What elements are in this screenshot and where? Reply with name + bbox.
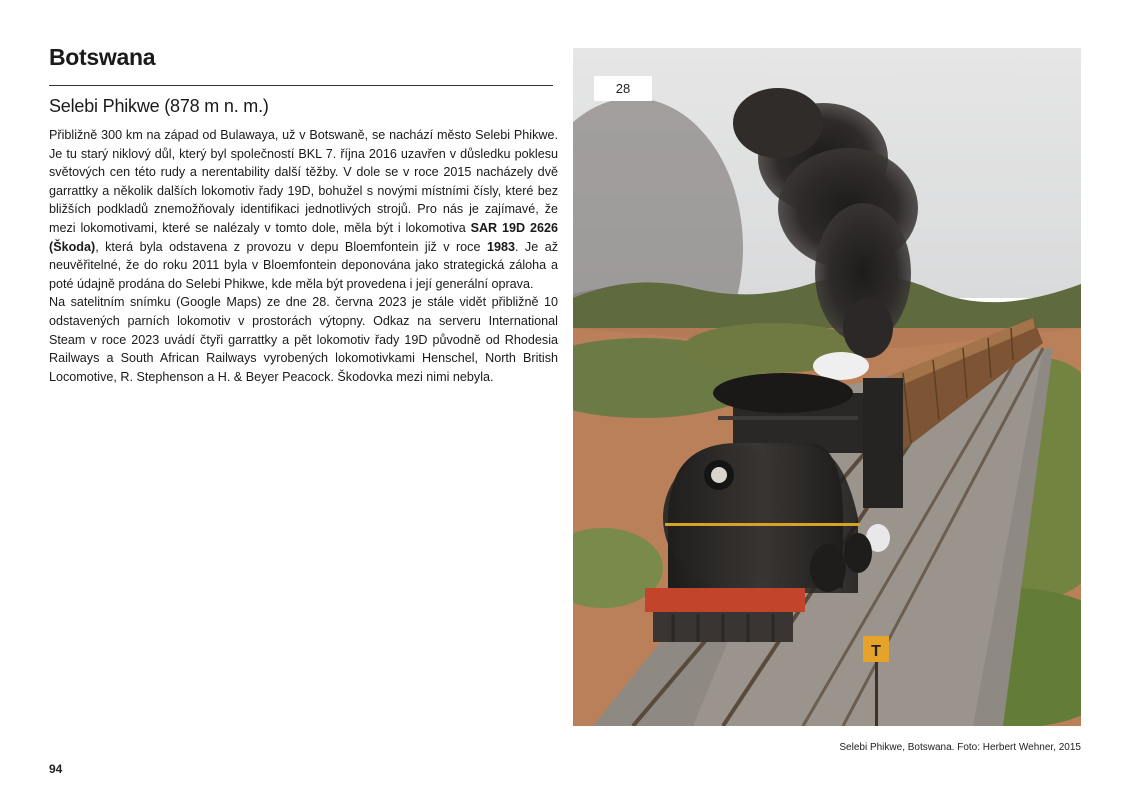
photo-number-label: 28 [594,76,652,101]
page-number: 94 [49,762,63,776]
year-highlight: 1983 [486,239,515,254]
paragraph-2: Na satelitním snímku (Google Maps) ze dne 28. června 2023 je stále vidět přibližně 10 odstavených parních lokomotiv v prostorách výtopny. Odkaz na serveru International Steam v roce 2023 uvádí čtyři garrattky a pět lokomotiv řady 19D původně od Rhodesia Railways a South African Railways vyrobených lokomotivkami Henschel, North British Locomotive, R. Stephenson a H. & Beyer Peacock. Škodovka mezi nimi nebyla. [49,295,558,384]
locomotive-photo [573,48,1081,726]
locomotive-highlight: SAR 19D 2626 (Škoda) [49,220,558,254]
photo-caption: Selebi Phikwe, Botswana. Foto: Herbert Wehner, 2015 [839,742,1081,753]
article-body [49,126,558,386]
svg-text:T: T [871,643,881,660]
paragraph-1: Přibližně 300 km na západ od Bulawaya, už v Botswaně, se nachází město Selebi Phikwe. Je tu starý niklový důl, který byl společností BKL 7. října 2016 uzavřen v důsledku poklesu světových cen této rudy a nerentability další těžby. V dole se v roce 2015 nacházely dvě garrattky a několik dalších lokomotiv řady 19D, bohužel s novými místními čísly, které bez bližších podkladů znemožňovaly identifikaci jednotlivých strojů. Pro nás je zajímavé, že mezi lokomotivami, které se nalézaly v tomto dole, měla být i lokomotiva SAR 19D 2626 (Škoda), která byla odstavena z provozu v depu Bloemfontein již v roce 1983. Je až neuvěřitelné, že do roku 2011 byla v Bloemfontein deponována jako strategická záloha a poté údajně prodána do Selebi Phikwe, kde měla být provedena i její generální oprava. [49,128,558,291]
section-title: Selebi Phikwe (878 m n. m.) [49,96,269,116]
title-rule [49,85,553,86]
chapter-title: Botswana [49,44,156,70]
